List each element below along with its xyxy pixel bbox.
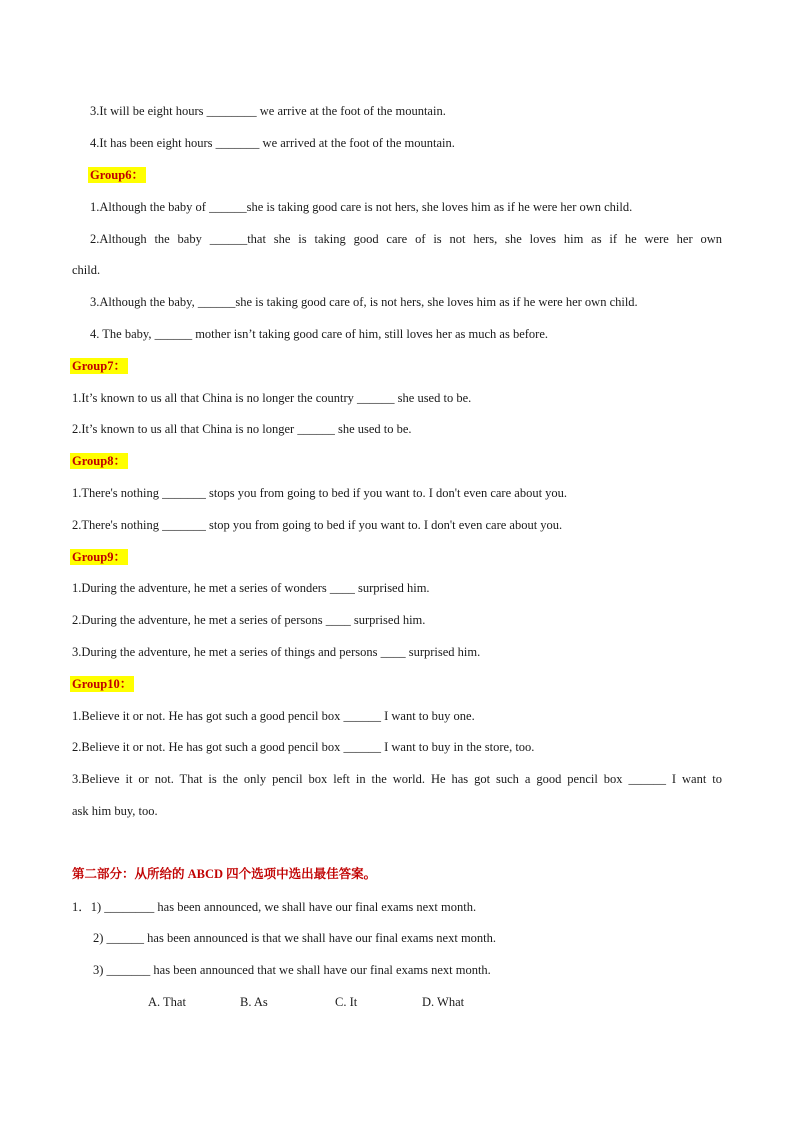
group10-question-3: 3.Believe it or not. That is the only pencil box left in the world. He has got such a good pencil box ______ I want to <box>72 772 722 786</box>
group6-question-3: 3.Although the baby, ______she is taking good care of, is not hers, she loves him as if he were her own child. <box>90 295 638 309</box>
part2-question-1-item-3: 3) _______ has been announced that we shall have our final exams next month. <box>93 963 491 977</box>
option-a: A. That <box>148 995 186 1009</box>
group6-heading: Group6： <box>90 168 144 182</box>
part2-question-1-item-1: 1．1) ________ has been announced, we shall have our final exams next month. <box>72 900 477 914</box>
group7-question-2: 2.It’s known to us all that China is no longer ______ she used to be. <box>72 422 412 436</box>
group8-question-1: 1.There's nothing _______ stops you from going to bed if you want to. I don't even care about you. <box>72 486 568 500</box>
group9-question-1: 1.During the adventure, he met a series of wonders ____ surprised him. <box>72 581 430 595</box>
group5-question-3: 3.It will be eight hours ________ we arrive at the foot of the mountain. <box>90 104 446 118</box>
option-b: B. As <box>240 995 268 1009</box>
option-d: D. What <box>422 995 465 1009</box>
part2-heading: 第二部分：从所给的 ABCD 四个选项中选出最佳答案。 <box>72 867 377 881</box>
group7-heading: Group7： <box>72 359 126 373</box>
option-c: C. It <box>335 995 358 1009</box>
group6-question-2-continued: child. <box>72 263 101 277</box>
group10-question-1: 1.Believe it or not. He has got such a good pencil box ______ I want to buy one. <box>72 709 475 723</box>
group8-question-2: 2.There's nothing _______ stop you from going to bed if you want to. I don't even care about you. <box>72 518 563 532</box>
group10-heading: Group10： <box>72 677 133 691</box>
group6-question-2: 2.Although the baby ______that she is taking good care of is not hers, she loves him as if he were her own <box>90 232 722 246</box>
group9-question-3: 3.During the adventure, he met a series of things and persons ____ surprised him. <box>72 645 481 659</box>
group9-heading: Group9： <box>72 550 126 564</box>
group6-question-4: 4. The baby, ______ mother isn’t taking good care of him, still loves her as much as before. <box>90 327 549 341</box>
group10-question-2: 2.Believe it or not. He has got such a good pencil box ______ I want to buy in the store, too. <box>72 740 535 754</box>
group5-question-4: 4.It has been eight hours _______ we arrived at the foot of the mountain. <box>90 136 455 150</box>
group8-heading: Group8： <box>72 454 126 468</box>
group10-question-3-continued: ask him buy, too. <box>72 804 158 818</box>
group6-question-1: 1.Although the baby of ______she is taking good care is not hers, she loves him as if he were her own child. <box>90 200 633 214</box>
group9-question-2: 2.During the adventure, he met a series of persons ____ surprised him. <box>72 613 426 627</box>
group7-question-1: 1.It’s known to us all that China is no longer the country ______ she used to be. <box>72 391 472 405</box>
part2-question-1-item-2: 2) ______ has been announced is that we shall have our final exams next month. <box>93 931 497 945</box>
